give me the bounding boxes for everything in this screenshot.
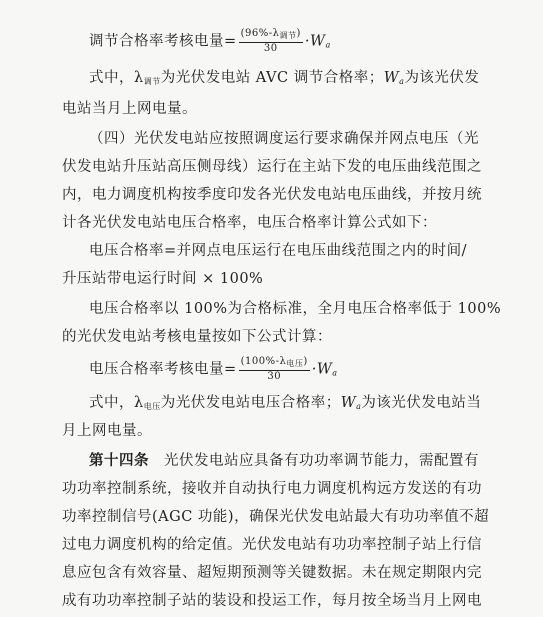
text-line: 功功率控制系统，接收并自动执行电力调度机构远方发送的有功: [62, 481, 482, 497]
text-line: 计各光伏发电站电压合格率，电压合格率计算公式如下：: [62, 215, 437, 231]
fraction: $\frac{(100\%-\lambda_{电压})}{30}$: [240, 356, 308, 382]
text-line: 的光伏发电站考核电量按如下公式计算：: [62, 329, 332, 345]
text-line: 电压合格率=并网点电压运行在电压曲线范围之内的时间/: [89, 243, 468, 259]
text-line: 过电力调度机构的给定值。光伏发电站有功功率控制子站上行信: [62, 537, 482, 553]
text-line: 升压站带电运行时间 × 100%: [62, 271, 264, 287]
text-line: 月上网电量。: [62, 423, 152, 439]
formula-label: 调节合格率考核电量=: [89, 33, 237, 50]
text-line: （四）光伏发电站应按照调度运行要求确保并网点电压（光: [89, 131, 479, 147]
formula-voltage: 电压合格率考核电量= $\frac{(100\%-\lambda_{电压})}{30}$ $\cdot W_a$: [89, 356, 338, 382]
text-line: 功率控制信号(AGC 功能)，确保光伏发电站最大有功功率值不超: [62, 509, 490, 525]
fraction: $\frac{(96\%-\lambda_{调节})}{30}$: [240, 28, 301, 54]
article-heading-line: 第十四条 光伏发电站应具备有功功率调节能力，需配置有: [89, 452, 479, 469]
text-line: 息应包含有效容量、超短期预测等关键数据。未在规定期限内完: [62, 565, 482, 581]
note-avc: 式中，$\lambda_{调节}$为光伏发电站 AVC 调节合格率；$W_a$为该光伏发: [89, 70, 480, 86]
article-number: 第十四条: [89, 452, 149, 469]
formula-avc: 调节合格率考核电量= $\frac{(96\%-\lambda_{调节})}{30}$ $\cdot W_a$: [89, 28, 331, 54]
text-line: 伏发电站升压站高压侧母线）运行在主站下发的电压曲线范围之: [62, 159, 482, 175]
text-line: 电压合格率以 100%为合格标准，全月电压合格率低于 100%: [89, 301, 502, 317]
text-line: 内，电力调度机构按季度印发各光伏发电站电压曲线，并按月统: [62, 187, 482, 203]
text-line: 电站当月上网电量。: [62, 101, 197, 117]
text-line: 成有功功率控制子站的装设和投运工作，每月按全场当月上网电: [62, 593, 482, 609]
note-voltage: 式中，$\lambda_{电压}$为光伏发电站电压合格率；$W_a$为该光伏发电站当: [89, 395, 482, 411]
